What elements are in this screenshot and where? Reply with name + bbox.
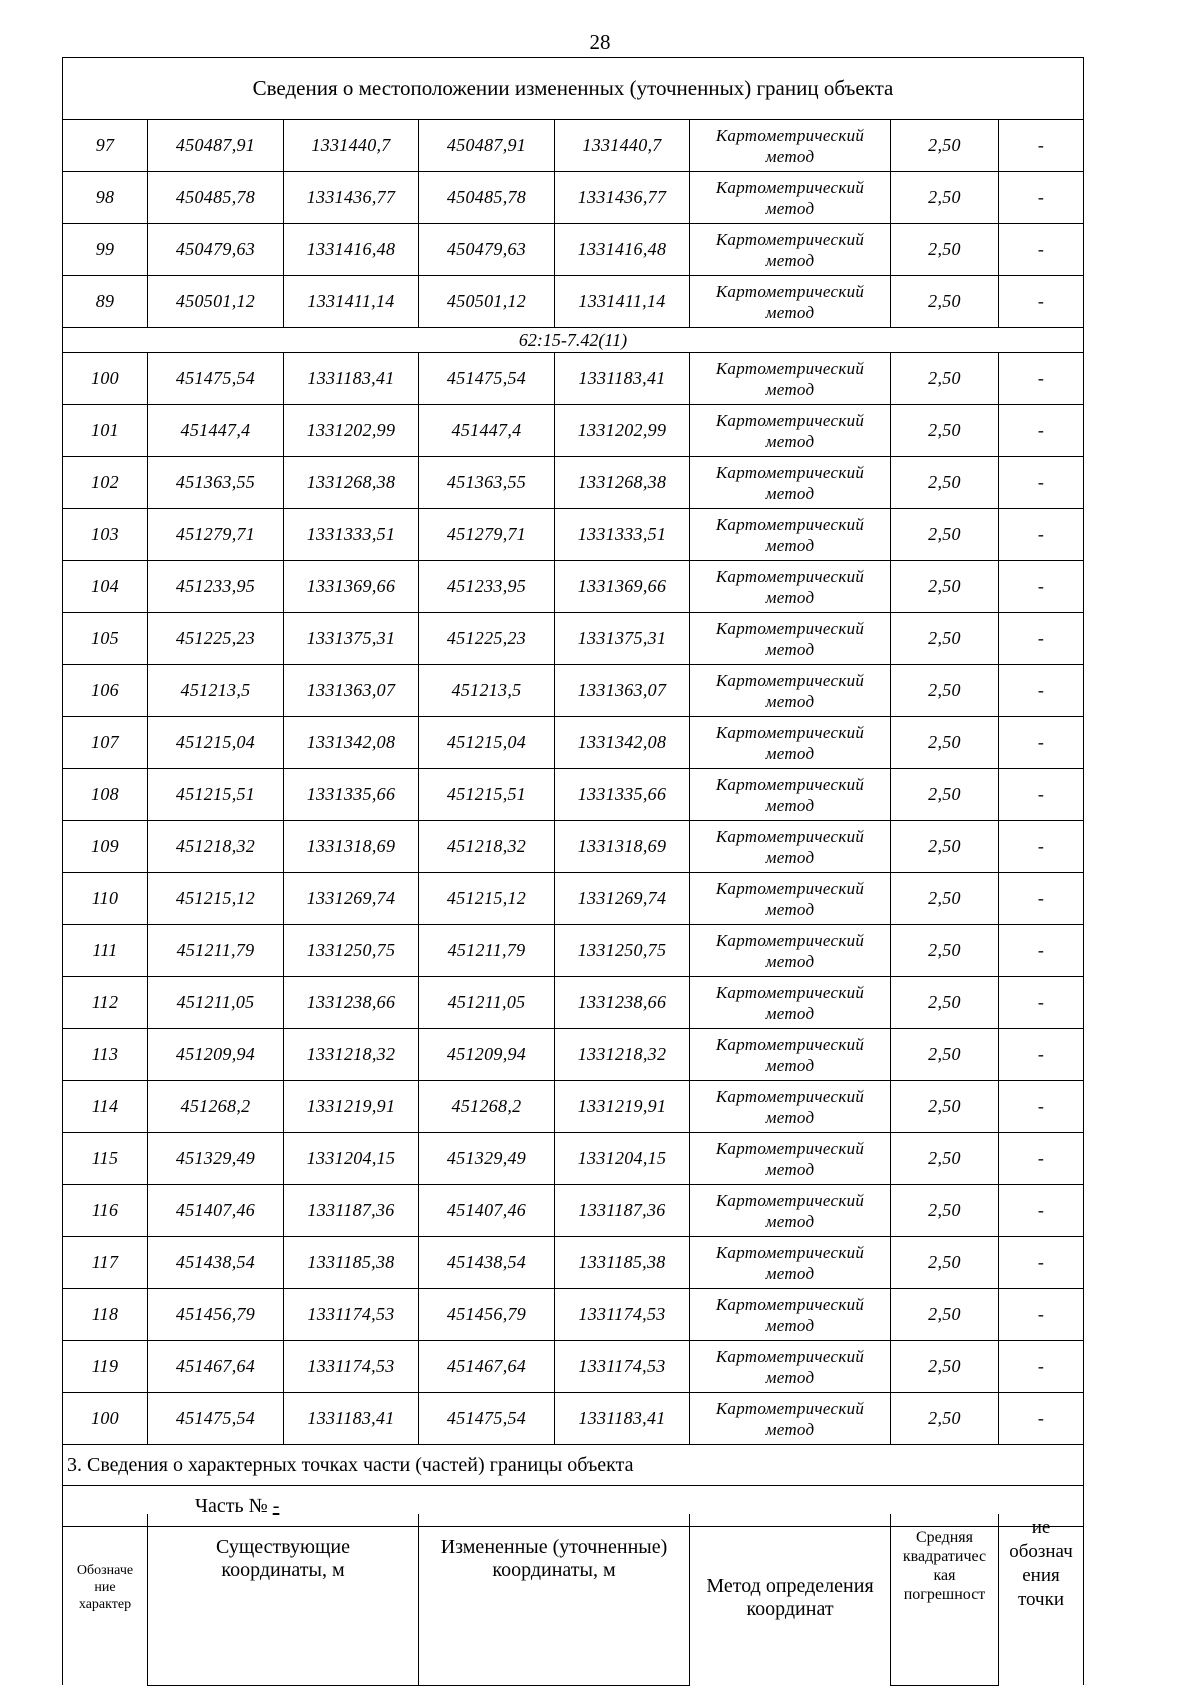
existing-x: 451363,55: [148, 457, 284, 509]
point-number: 117: [63, 1237, 148, 1289]
method-cell: Картометрический метод: [690, 509, 891, 561]
point-number: 108: [63, 769, 148, 821]
point-description: -: [999, 1029, 1084, 1081]
table-row: [63, 1393, 1084, 1445]
method-cell: Картометрический метод: [690, 120, 891, 172]
existing-y: 1331436,77: [284, 172, 419, 224]
changed-x: 451407,46: [419, 1185, 555, 1237]
page-number: 28: [589, 30, 611, 54]
point-description: -: [999, 1081, 1084, 1133]
existing-y: 1331375,31: [284, 613, 419, 665]
existing-y: 1331269,74: [284, 873, 419, 925]
point-number: 99: [63, 224, 148, 276]
table-row: [63, 1341, 1084, 1393]
method-cell: Картометрический метод: [690, 613, 891, 665]
changed-y: 1331269,74: [555, 873, 690, 925]
point-description: -: [999, 925, 1084, 977]
changed-y: 1331416,48: [555, 224, 690, 276]
existing-x: 451233,95: [148, 561, 284, 613]
changed-y: 1331268,38: [555, 457, 690, 509]
table-row: [63, 224, 1084, 276]
existing-y: 1331202,99: [284, 405, 419, 457]
table-row: [63, 405, 1084, 457]
changed-x: 451456,79: [419, 1289, 555, 1341]
point-number: 102: [63, 457, 148, 509]
method-cell: Картометрический метод: [690, 457, 891, 509]
point-number: 113: [63, 1029, 148, 1081]
existing-y: 1331363,07: [284, 665, 419, 717]
mean-square-error: 2,50: [891, 665, 999, 717]
existing-x: 451211,79: [148, 925, 284, 977]
mean-square-error: 2,50: [891, 1185, 999, 1237]
existing-y: 1331335,66: [284, 769, 419, 821]
changed-x: 451211,05: [419, 977, 555, 1029]
existing-y: 1331204,15: [284, 1133, 419, 1185]
mean-square-error: 2,50: [891, 873, 999, 925]
method-cell: Картометрический метод: [690, 405, 891, 457]
changed-x: 451209,94: [419, 1029, 555, 1081]
existing-y: 1331333,51: [284, 509, 419, 561]
point-description: -: [999, 873, 1084, 925]
changed-y: 1331375,31: [555, 613, 690, 665]
point-description: -: [999, 224, 1084, 276]
existing-y: 1331268,38: [284, 457, 419, 509]
method-cell: Картометрический метод: [690, 224, 891, 276]
method-cell: Картометрический метод: [690, 665, 891, 717]
mean-square-error: 2,50: [891, 1133, 999, 1185]
point-number: 111: [63, 925, 148, 977]
point-description: -: [999, 769, 1084, 821]
table-row: [63, 613, 1084, 665]
existing-y: 1331318,69: [284, 821, 419, 873]
point-description: -: [999, 509, 1084, 561]
mean-square-error: 2,50: [891, 1341, 999, 1393]
part-number-value: -: [272, 1494, 280, 1517]
point-description: -: [999, 457, 1084, 509]
mean-square-error: 2,50: [891, 821, 999, 873]
changed-x: 451233,95: [419, 561, 555, 613]
point-description: -: [999, 977, 1084, 1029]
changed-x: 450485,78: [419, 172, 555, 224]
table-row: [63, 665, 1084, 717]
point-number: 97: [63, 120, 148, 172]
changed-y: 1331333,51: [555, 509, 690, 561]
mean-square-error: 2,50: [891, 613, 999, 665]
changed-x: 451225,23: [419, 613, 555, 665]
point-number: 103: [63, 509, 148, 561]
table-row: [63, 821, 1084, 873]
changed-y: 1331183,41: [555, 353, 690, 405]
method-cell: Картометрический метод: [690, 977, 891, 1029]
point-description: -: [999, 717, 1084, 769]
existing-x: 451467,64: [148, 1341, 284, 1393]
existing-y: 1331183,41: [284, 1393, 419, 1445]
method-cell: Картометрический метод: [690, 1185, 891, 1237]
changed-y: 1331202,99: [555, 405, 690, 457]
existing-y: 1331174,53: [284, 1289, 419, 1341]
existing-y: 1331411,14: [284, 276, 419, 328]
point-description: -: [999, 172, 1084, 224]
mean-square-error: 2,50: [891, 509, 999, 561]
method-cell: Картометрический метод: [690, 276, 891, 328]
existing-x: 451456,79: [148, 1289, 284, 1341]
existing-x: 451438,54: [148, 1237, 284, 1289]
existing-x: 450487,91: [148, 120, 284, 172]
section-3-row: [63, 1445, 1084, 1486]
table-row: [63, 925, 1084, 977]
method-cell: Картометрический метод: [690, 925, 891, 977]
point-description: -: [999, 1185, 1084, 1237]
existing-x: 451407,46: [148, 1185, 284, 1237]
changed-x: 451215,12: [419, 873, 555, 925]
changed-y: 1331204,15: [555, 1133, 690, 1185]
section-3-title: 3. Сведения о характерных точках части (частей) границы объекта: [63, 1445, 1084, 1486]
existing-x: 451225,23: [148, 613, 284, 665]
group-row: [63, 328, 1084, 353]
mean-square-error: 2,50: [891, 353, 999, 405]
existing-x: 451215,12: [148, 873, 284, 925]
changed-x: 451215,04: [419, 717, 555, 769]
existing-y: 1331185,38: [284, 1237, 419, 1289]
changed-y: 1331174,53: [555, 1289, 690, 1341]
point-description: -: [999, 613, 1084, 665]
existing-x: 451268,2: [148, 1081, 284, 1133]
point-description: -: [999, 1133, 1084, 1185]
point-number: 112: [63, 977, 148, 1029]
table-row: [63, 1289, 1084, 1341]
changed-x: 451215,51: [419, 769, 555, 821]
changed-y: 1331369,66: [555, 561, 690, 613]
header-existing-coordinates: Существующие координаты, м: [148, 1514, 419, 1685]
point-number: 105: [63, 613, 148, 665]
changed-x: 451268,2: [419, 1081, 555, 1133]
changed-y: 1331250,75: [555, 925, 690, 977]
mean-square-error: 2,50: [891, 120, 999, 172]
table-row: [63, 1081, 1084, 1133]
existing-y: 1331218,32: [284, 1029, 419, 1081]
table-row: [63, 561, 1084, 613]
table-row: [63, 769, 1084, 821]
point-number: 101: [63, 405, 148, 457]
point-number: 109: [63, 821, 148, 873]
boundary-coordinates-table: [62, 57, 1084, 1527]
mean-square-error: 2,50: [891, 717, 999, 769]
point-number: 110: [63, 873, 148, 925]
mean-square-error: 2,50: [891, 224, 999, 276]
changed-y: 1331335,66: [555, 769, 690, 821]
existing-x: 451329,49: [148, 1133, 284, 1185]
existing-x: 450485,78: [148, 172, 284, 224]
changed-y: 1331342,08: [555, 717, 690, 769]
point-number: 98: [63, 172, 148, 224]
point-number: 100: [63, 1393, 148, 1445]
changed-y: 1331187,36: [555, 1185, 690, 1237]
mean-square-error: 2,50: [891, 1393, 999, 1445]
header-point-designation: Обозначе ние характер: [63, 1514, 148, 1685]
changed-y: 1331436,77: [555, 172, 690, 224]
changed-y: 1331238,66: [555, 977, 690, 1029]
table-row: [63, 1029, 1084, 1081]
mean-square-error: 2,50: [891, 457, 999, 509]
table-row: [63, 353, 1084, 405]
method-cell: Картометрический метод: [690, 873, 891, 925]
changed-x: 451279,71: [419, 509, 555, 561]
point-number: 115: [63, 1133, 148, 1185]
point-number: 104: [63, 561, 148, 613]
mean-square-error: 2,50: [891, 977, 999, 1029]
existing-x: 451209,94: [148, 1029, 284, 1081]
mean-square-error: 2,50: [891, 1081, 999, 1133]
changed-y: 1331218,32: [555, 1029, 690, 1081]
existing-x: 451211,05: [148, 977, 284, 1029]
mean-square-error: 2,50: [891, 925, 999, 977]
changed-x: 451447,4: [419, 405, 555, 457]
mean-square-error: 2,50: [891, 769, 999, 821]
table-row: [63, 717, 1084, 769]
existing-y: 1331187,36: [284, 1185, 419, 1237]
existing-x: 450501,12: [148, 276, 284, 328]
point-number: 89: [63, 276, 148, 328]
method-cell: Картометрический метод: [690, 353, 891, 405]
header-point-description: ие обознач ения точки: [999, 1514, 1084, 1685]
table-row: [63, 276, 1084, 328]
existing-x: 450479,63: [148, 224, 284, 276]
changed-y: 1331185,38: [555, 1237, 690, 1289]
changed-x: 451329,49: [419, 1133, 555, 1185]
point-description: -: [999, 1289, 1084, 1341]
point-description: -: [999, 1237, 1084, 1289]
table-row: [63, 509, 1084, 561]
existing-y: 1331342,08: [284, 717, 419, 769]
cadastral-group-label: 62:15-7.42(11): [63, 328, 1084, 353]
mean-square-error: 2,50: [891, 172, 999, 224]
changed-y: 1331318,69: [555, 821, 690, 873]
changed-x: 451467,64: [419, 1341, 555, 1393]
existing-y: 1331174,53: [284, 1341, 419, 1393]
table-row: [63, 120, 1084, 172]
method-cell: Картометрический метод: [690, 769, 891, 821]
changed-x: 450501,12: [419, 276, 555, 328]
changed-x: 451363,55: [419, 457, 555, 509]
point-number: 114: [63, 1081, 148, 1133]
changed-y: 1331183,41: [555, 1393, 690, 1445]
existing-x: 451279,71: [148, 509, 284, 561]
table-title: Сведения о местоположении измененных (уточненных) границ объекта: [63, 58, 1084, 120]
existing-y: 1331416,48: [284, 224, 419, 276]
point-description: -: [999, 561, 1084, 613]
changed-y: 1331219,91: [555, 1081, 690, 1133]
existing-y: 1331369,66: [284, 561, 419, 613]
header-mean-square-error: Средняя квадратичес кая погрешност: [891, 1514, 999, 1685]
point-number: 106: [63, 665, 148, 717]
header-changed-coordinates: Измененные (уточненные) координаты, м: [419, 1514, 690, 1685]
changed-x: 451475,54: [419, 353, 555, 405]
table-row: [63, 1237, 1084, 1289]
mean-square-error: 2,50: [891, 561, 999, 613]
changed-y: 1331363,07: [555, 665, 690, 717]
point-number: 118: [63, 1289, 148, 1341]
point-description: -: [999, 1341, 1084, 1393]
table-row: [63, 1185, 1084, 1237]
method-cell: Картометрический метод: [690, 1029, 891, 1081]
header-method: Метод определения координат: [690, 1514, 891, 1685]
changed-x: 451438,54: [419, 1237, 555, 1289]
point-description: -: [999, 120, 1084, 172]
point-description: -: [999, 821, 1084, 873]
mean-square-error: 2,50: [891, 276, 999, 328]
method-cell: Картометрический метод: [690, 561, 891, 613]
point-description: -: [999, 1393, 1084, 1445]
existing-y: 1331250,75: [284, 925, 419, 977]
point-number: 116: [63, 1185, 148, 1237]
changed-x: 450479,63: [419, 224, 555, 276]
part-points-header: [62, 1514, 1084, 1686]
existing-x: 451215,04: [148, 717, 284, 769]
existing-y: 1331219,91: [284, 1081, 419, 1133]
existing-x: 451475,54: [148, 353, 284, 405]
method-cell: Картометрический метод: [690, 1133, 891, 1185]
existing-y: 1331440,7: [284, 120, 419, 172]
existing-x: 451213,5: [148, 665, 284, 717]
point-number: 119: [63, 1341, 148, 1393]
mean-square-error: 2,50: [891, 1289, 999, 1341]
existing-x: 451447,4: [148, 405, 284, 457]
existing-x: 451218,32: [148, 821, 284, 873]
changed-y: 1331440,7: [555, 120, 690, 172]
table-row: [63, 873, 1084, 925]
mean-square-error: 2,50: [891, 405, 999, 457]
existing-y: 1331238,66: [284, 977, 419, 1029]
point-description: -: [999, 353, 1084, 405]
existing-x: 451215,51: [148, 769, 284, 821]
point-description: -: [999, 665, 1084, 717]
changed-x: 451211,79: [419, 925, 555, 977]
point-number: 107: [63, 717, 148, 769]
table-row: [63, 1133, 1084, 1185]
changed-x: 450487,91: [419, 120, 555, 172]
method-cell: Картометрический метод: [690, 717, 891, 769]
changed-y: 1331174,53: [555, 1341, 690, 1393]
table-row: [63, 977, 1084, 1029]
method-cell: Картометрический метод: [690, 1341, 891, 1393]
existing-x: 451475,54: [148, 1393, 284, 1445]
method-cell: Картометрический метод: [690, 821, 891, 873]
existing-y: 1331183,41: [284, 353, 419, 405]
table-row: [63, 172, 1084, 224]
method-cell: Картометрический метод: [690, 172, 891, 224]
part-number-label: Часть №: [195, 1494, 273, 1517]
point-number: 100: [63, 353, 148, 405]
method-cell: Картометрический метод: [690, 1237, 891, 1289]
point-description: -: [999, 276, 1084, 328]
changed-x: 451475,54: [419, 1393, 555, 1445]
point-description: -: [999, 405, 1084, 457]
changed-y: 1331411,14: [555, 276, 690, 328]
method-cell: Картометрический метод: [690, 1289, 891, 1341]
mean-square-error: 2,50: [891, 1237, 999, 1289]
method-cell: Картометрический метод: [690, 1393, 891, 1445]
table-row: [63, 457, 1084, 509]
method-cell: Картометрический метод: [690, 1081, 891, 1133]
mean-square-error: 2,50: [891, 1029, 999, 1081]
changed-x: 451218,32: [419, 821, 555, 873]
changed-x: 451213,5: [419, 665, 555, 717]
